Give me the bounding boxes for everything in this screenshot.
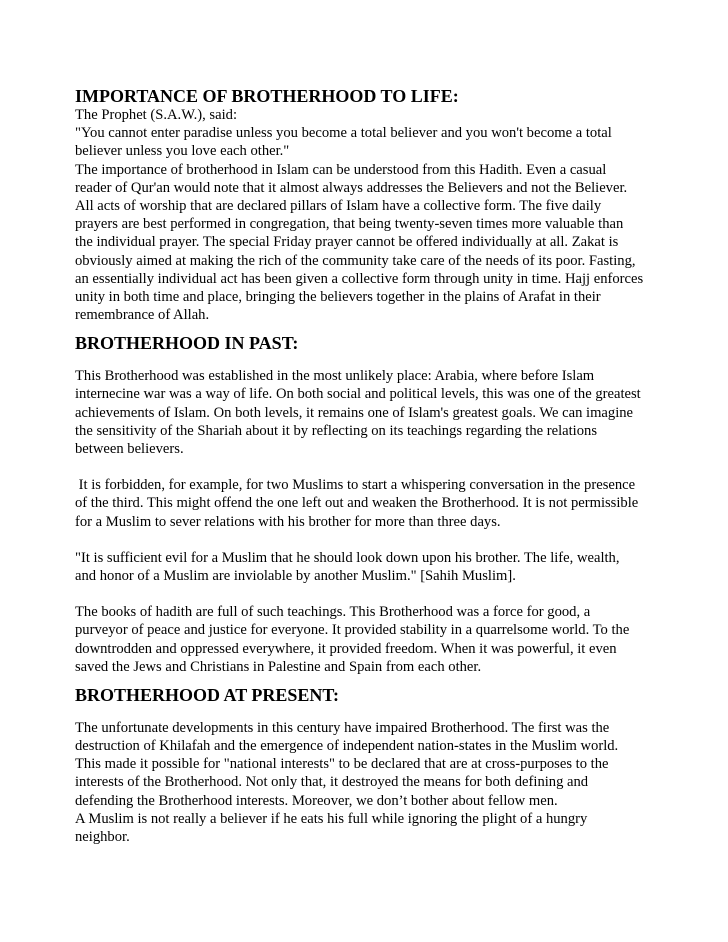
text-line: internecine war was a way of life. On both social and political levels, this was one of the greatest [75, 386, 641, 403]
paragraph-past-1 [75, 367, 665, 458]
text-line: obviously aimed at making the rich of the community take care of the needs of its poor. Fasting, [75, 252, 636, 269]
paragraph-past-3 [75, 549, 665, 585]
text-line: purveyor of peace and justice for everyone. It provided stability in a quarrelsome world. To the [75, 622, 630, 639]
text-line: The Prophet (S.A.W.), said: [75, 107, 237, 123]
paragraph-past-4 [75, 603, 665, 676]
text-line: downtrodden and oppressed everywhere, it provided freedom. When it was powerful, it even [75, 640, 617, 657]
text-line: The importance of brotherhood in Islam can be understood from this Hadith. Even a casual [75, 161, 607, 178]
text-line: defending the Brotherhood interests. Moreover, we don’t bother about fellow men. [75, 792, 558, 809]
text-line: achievements of Islam. On both levels, it remains one of Islam's greatest goals. We can imagine [75, 404, 634, 421]
section-heading-present: BROTHERHOOD AT PRESENT: [75, 684, 340, 705]
text-line: between believers. [75, 441, 184, 457]
text-line: saved the Jews and Christians in Palestine and Spain from each other. [75, 658, 482, 675]
paragraph-present [75, 719, 665, 846]
text-line: unity in both time and place, bringing the believers together in the plains of Arafat in their [75, 288, 601, 305]
text-line: This made it possible for "national interests" to be declared that are at cross-purposes to the [75, 756, 609, 773]
text-line: A Muslim is not really a believer if he eats his full while ignoring the plight of a hungry [75, 810, 588, 827]
section-body-importance [75, 106, 665, 324]
text-line: believer unless you love each other." [75, 143, 290, 160]
text-line: "It is sufficient evil for a Muslim that he should look down upon his brother. The life, wealth, [75, 549, 620, 566]
text-line: It is forbidden, for example, for two Muslims to start a whispering conversation in the presence [75, 477, 636, 494]
text-line: This Brotherhood was established in the most unlikely place: Arabia, where before Islam [75, 368, 595, 385]
text-line: neighbor. [75, 829, 130, 845]
text-line: the individual prayer. The special Friday prayer cannot be offered individually at all. Zakat is [75, 234, 619, 251]
text-line: "You cannot enter paradise unless you become a total believer and you won't become a total [75, 125, 612, 142]
text-line: prayers are best performed in congregation, that being twenty-seven times more valuable than [75, 216, 624, 233]
section-heading-past: BROTHERHOOD IN PAST: [75, 333, 299, 354]
text-line: The books of hadith are full of such teachings. This Brotherhood was a force for good, a [75, 604, 591, 621]
text-line: and honor of a Muslim are inviolable by another Muslim." [Sahih Muslim]. [75, 567, 516, 584]
text-line: of the third. This might offend the one left out and weaken the Brotherhood. It is not permissible [75, 495, 639, 512]
text-line: destruction of Khilafah and the emergence of independent nation-states in the Muslim world. [75, 738, 619, 755]
text-line: an essentially individual act has been given a collective form through unity in time. Hajj enforces [75, 270, 644, 287]
text-line: for a Muslim to sever relations with his brother for more than three days. [75, 513, 501, 530]
text-line: the sensitivity of the Shariah about it by reflecting on its teachings regarding the relations [75, 422, 597, 439]
text-line: reader of Qur'an would note that it almost always addresses the Believers and not the Believer. [75, 179, 628, 196]
text-line: interests of the Brotherhood. Not only that, it destroyed the means for both defining and [75, 774, 589, 791]
document-page [75, 86, 665, 846]
text-line: All acts of worship that are declared pillars of Islam have a collective form. The five daily [75, 197, 602, 214]
section-heading-importance: IMPORTANCE OF BROTHERHOOD TO LIFE: [75, 86, 459, 106]
text-line: remembrance of Allah. [75, 307, 210, 324]
paragraph-past-2 [75, 476, 665, 531]
text-line: The unfortunate developments in this century have impaired Brotherhood. The first was the [75, 719, 610, 736]
